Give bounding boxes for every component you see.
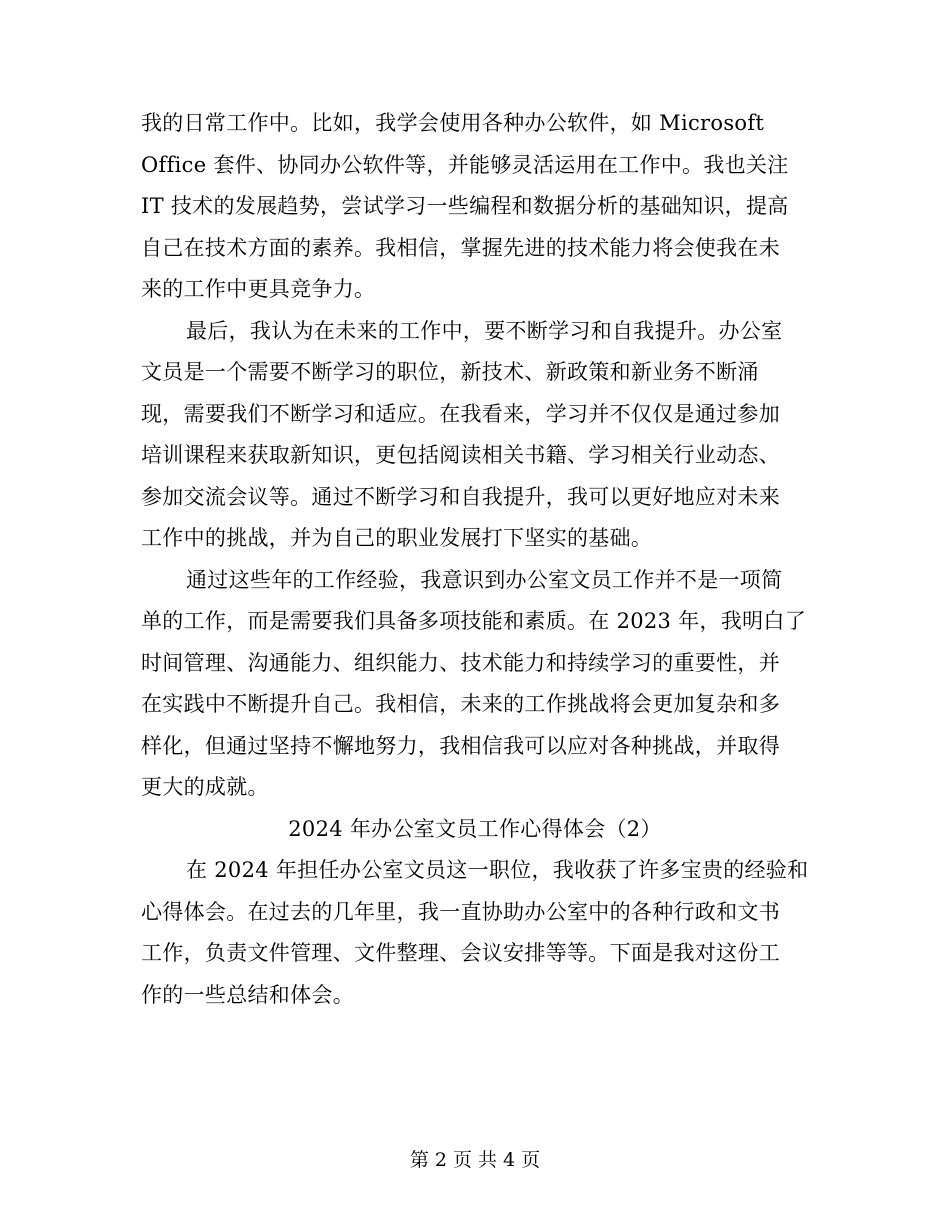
paragraph-line: 在实践中不断提升自己。我相信，未来的工作挑战将会更加复杂和多	[141, 692, 780, 716]
paragraph-line: 作的一些总结和体会。	[141, 982, 354, 1007]
paragraph-section-intro	[141, 850, 809, 1016]
paragraph-line: 现，需要我们不断学习和适应。在我看来，学习并不仅仅是通过参加	[141, 401, 780, 426]
page-number-footer: 第 2 页 共 4 页	[409, 1149, 541, 1171]
paragraph-line: 通过这些年的工作经验，我意识到办公室文员工作并不是一项简	[186, 567, 783, 592]
paragraph-line: 心得体会。在过去的几年里，我一直协助办公室中的各种行政和文书	[141, 899, 780, 924]
paragraph-continuous-learning	[141, 311, 809, 560]
paragraph-line: 来的工作中更具竞争力。	[141, 277, 376, 301]
paragraph-line: 我的日常工作中。比如，我学会使用各种办公软件，如 Microsoft	[141, 111, 765, 135]
paragraph-line: 参加交流会议等。通过不断学习和自我提升，我可以更好地应对未来	[141, 484, 780, 509]
paragraph-line: 更大的成就。	[141, 775, 269, 799]
paragraph-line: 工作，负责文件管理、文件整理、会议安排等等。下面是我对这份工	[141, 941, 780, 965]
page-body	[141, 103, 809, 1016]
section-title: 2024 年办公室文员工作心得体会（2）	[288, 816, 662, 841]
paragraph-line: Office 套件、协同办公软件等，并能够灵活运用在工作中。我也关注	[141, 152, 789, 177]
paragraph-line: 在 2024 年担任办公室文员这一职位，我收获了许多宝贵的经验和	[186, 858, 809, 882]
paragraph-conclusion	[141, 560, 809, 809]
paragraph-line: 样化，但通过坚持不懈地努力，我相信我可以应对各种挑战，并取得	[141, 733, 780, 758]
paragraph-line: 工作中的挑战，并为自己的职业发展打下坚实的基础。	[141, 526, 653, 550]
paragraph-technology-skills	[141, 103, 809, 311]
paragraph-line: IT 技术的发展趋势，尝试学习一些编程和数据分析的基础知识，提高	[141, 194, 789, 218]
paragraph-line: 时间管理、沟通能力、组织能力、技术能力和持续学习的重要性，并	[141, 650, 780, 675]
paragraph-line: 培训课程来获取新知识，更包括阅读相关书籍、学习相关行业动态、	[141, 443, 780, 467]
paragraph-line: 自己在技术方面的素养。我相信，掌握先进的技术能力将会使我在未	[141, 235, 780, 260]
paragraph-line: 最后，我认为在未来的工作中，要不断学习和自我提升。办公室	[186, 318, 783, 343]
paragraph-line: 单的工作，而是需要我们具备多项技能和素质。在 2023 年，我明白了	[141, 609, 806, 633]
paragraph-line: 文员是一个需要不断学习的职位，新技术、新政策和新业务不断涌	[141, 360, 759, 384]
